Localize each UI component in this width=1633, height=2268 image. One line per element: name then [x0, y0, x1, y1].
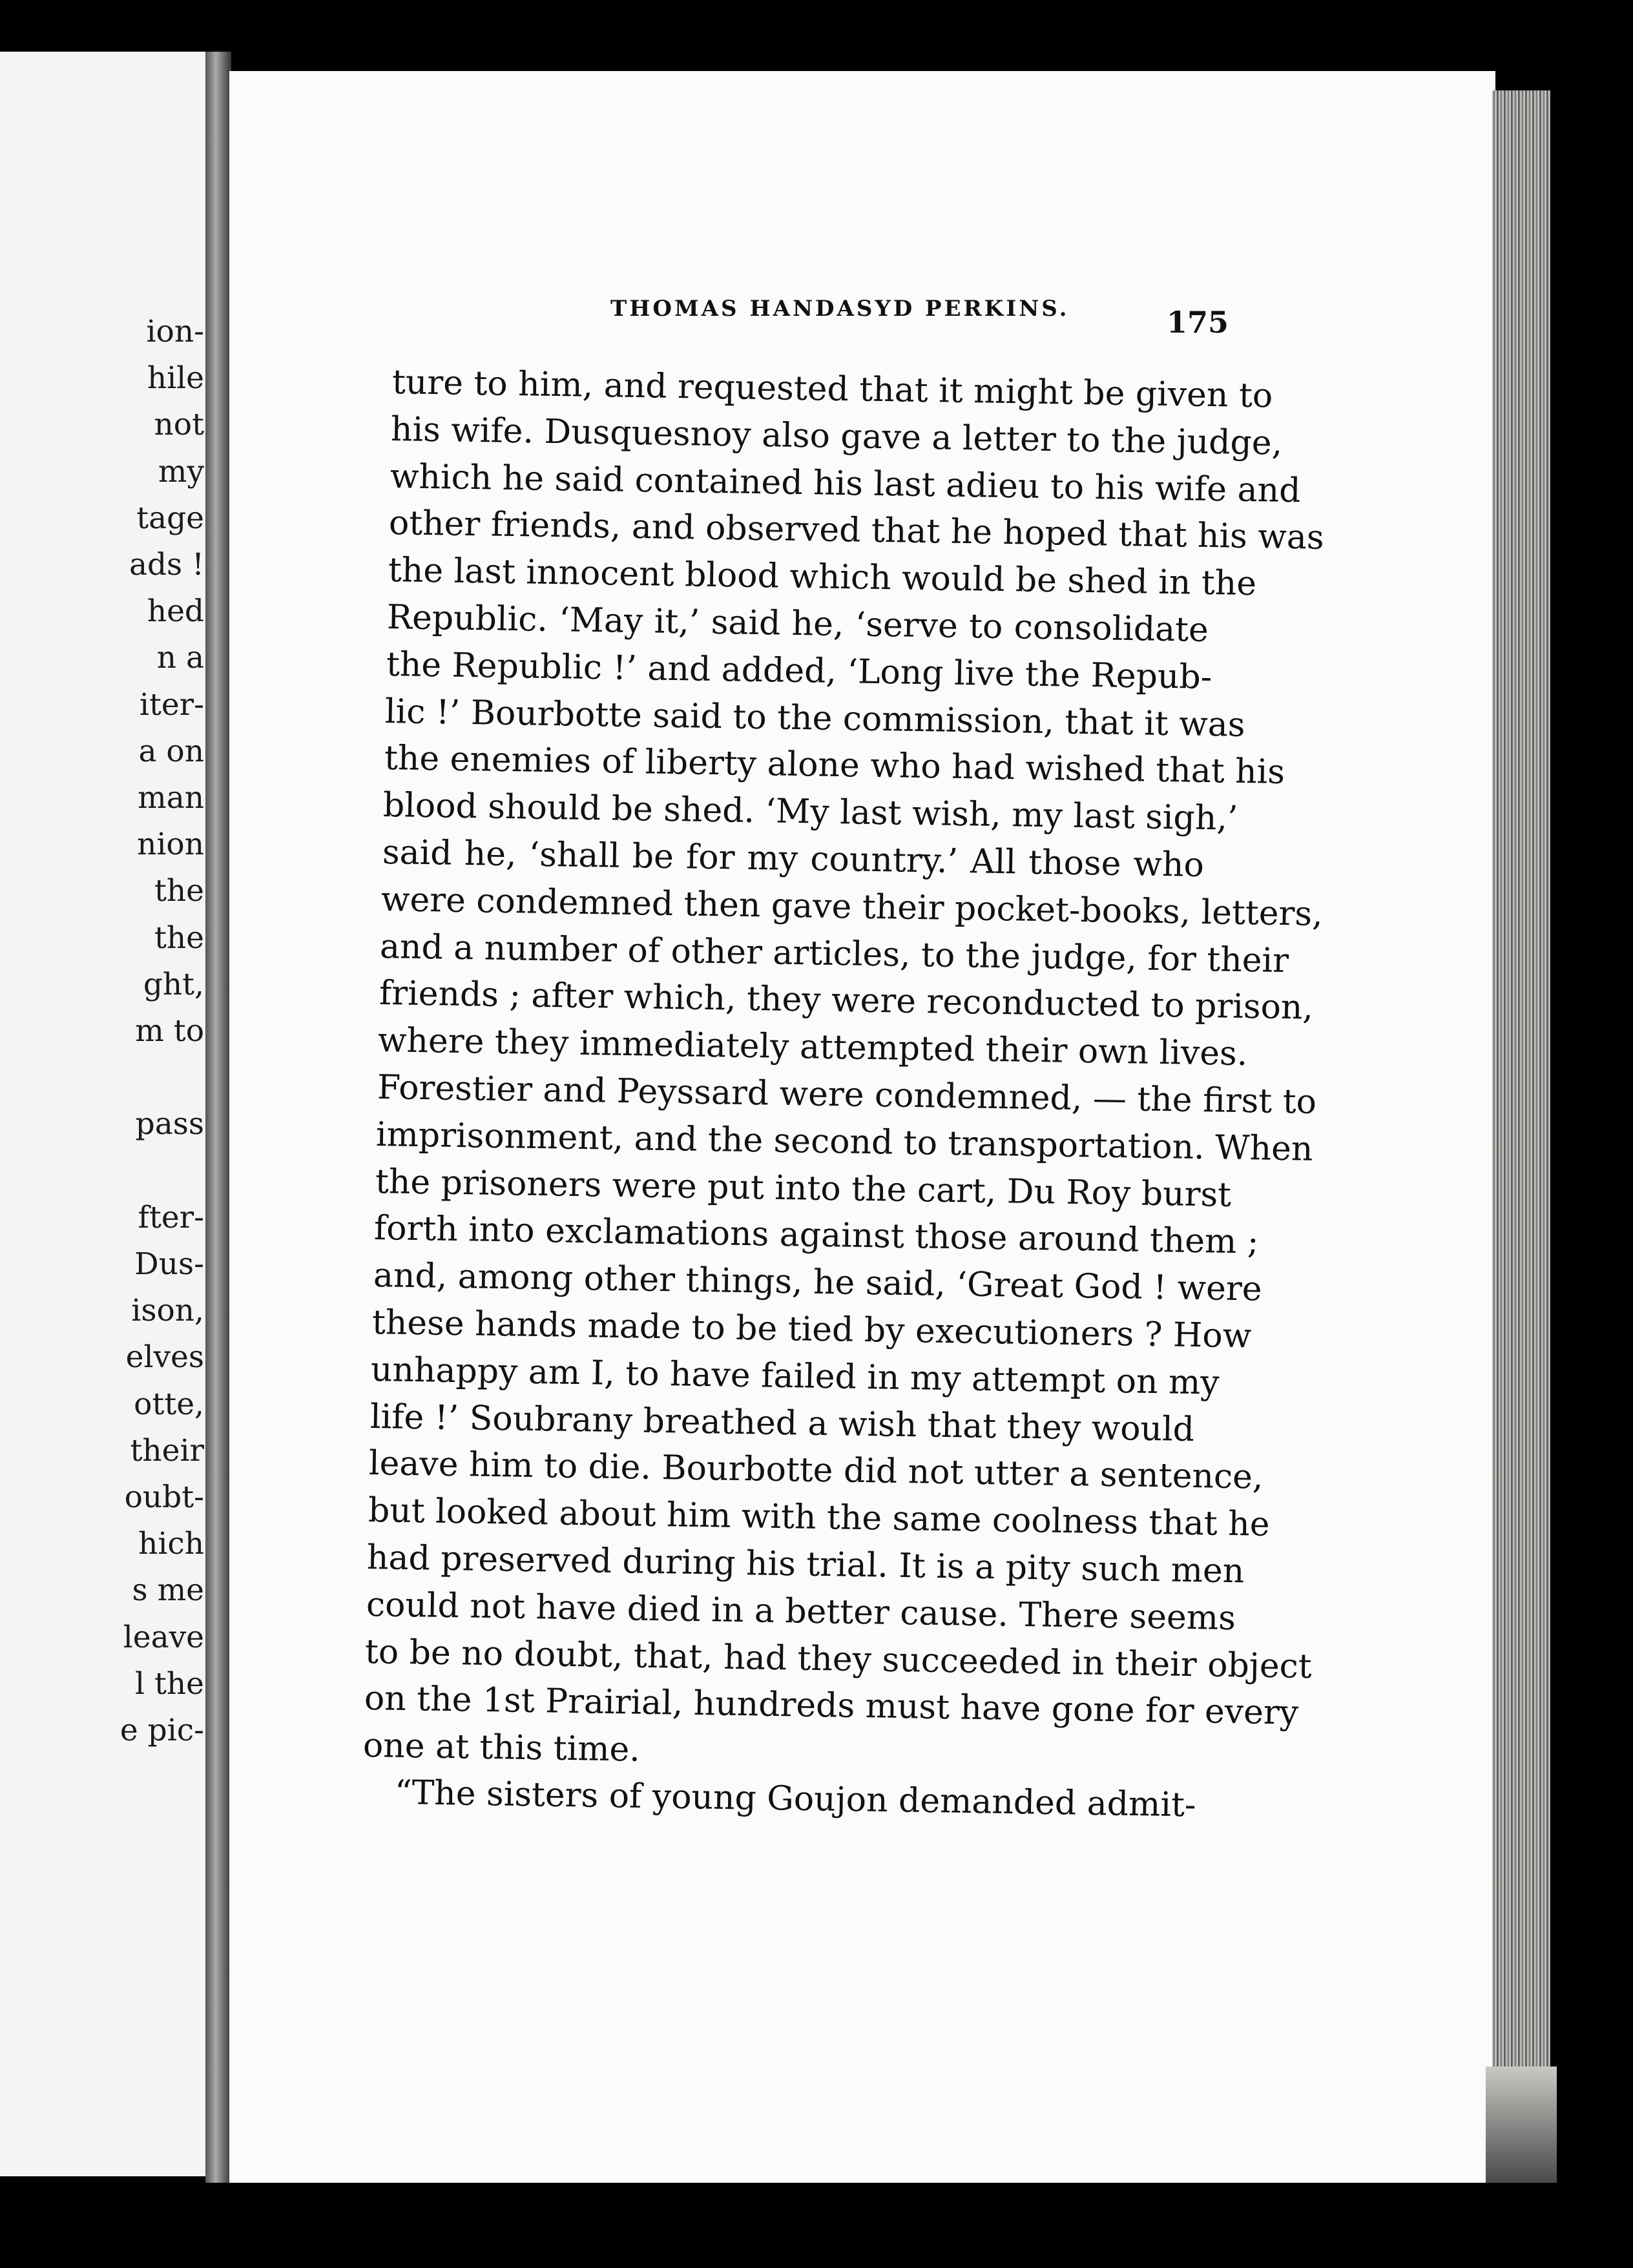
left-page-line-fragment: n a — [156, 640, 204, 676]
left-page-line-fragment: oubt- — [124, 1479, 204, 1515]
text-line: leave him to die. Bourbotte did not utter a sentence, — [368, 1444, 1264, 1498]
left-page-line-fragment: s me — [132, 1572, 204, 1609]
text-line: the enemies of liberty alone who had wished that his — [384, 739, 1285, 792]
text-line: imprisonment, and the second to transportation. When — [375, 1115, 1313, 1169]
text-line: these hands made to be tied by executioners ? How — [371, 1303, 1252, 1356]
text-line: one at this time. — [362, 1726, 641, 1769]
text-line: and, among other things, he said, ‘Great God ! were — [373, 1256, 1262, 1309]
left-page-line-fragment: ght, — [143, 966, 204, 1002]
left-page-line-fragment: not — [154, 407, 204, 443]
text-line: could not have died in a better cause. There seems — [366, 1585, 1236, 1638]
text-line: where they immediately attempted their own lives. — [377, 1021, 1249, 1074]
left-page-line-fragment: e pic- — [120, 1713, 204, 1748]
left-page-line-fragment: a on — [138, 733, 204, 769]
text-line: ture to him, and requested that it might be given to — [391, 363, 1273, 416]
left-page-line-fragment: otte, — [134, 1386, 204, 1422]
left-page-line-fragment: hile — [147, 360, 204, 397]
text-line: the last innocent blood which would be shed in the — [388, 551, 1257, 604]
text-line: blood should be shed. ‘My last wish, my last sigh,’ — [382, 786, 1238, 838]
page-edges-bottom — [1486, 2067, 1557, 2183]
left-page-line-fragment: the — [154, 873, 204, 909]
left-page-line-fragment: the — [154, 920, 204, 956]
left-page-line-fragment: ison, — [131, 1293, 204, 1329]
text-line: to be no doubt, that, had they succeeded in their object — [364, 1632, 1313, 1686]
text-line: “The sisters of young Goujon demanded admit- — [394, 1773, 1196, 1825]
left-page-line-fragment: ion- — [146, 314, 204, 349]
left-page-line-fragment: elves — [125, 1339, 204, 1376]
left-page-line-fragment: man — [138, 780, 204, 816]
running-head: THOMAS HANDASYD PERKINS. — [610, 296, 1070, 322]
left-page-line-fragment: hich — [138, 1526, 204, 1562]
text-line: said he, ‘shall be for my country.’ All those who — [382, 833, 1204, 885]
text-line: the Republic !’ and added, ‘Long live the Repub- — [386, 644, 1212, 697]
text-line: the prisoners were put into the cart, Du Roy burst — [375, 1162, 1232, 1215]
left-page-line-fragment: m to — [135, 1013, 204, 1049]
left-page-line-fragment: pass — [135, 1106, 204, 1142]
left-page-line-fragment: ads ! — [129, 547, 204, 582]
page-number: 175 — [1167, 305, 1229, 340]
text-line: Forestier and Peyssard were condemned, — the first to — [377, 1068, 1317, 1122]
left-facing-page — [0, 52, 220, 2176]
text-line: forth into exclamations against those around them ; — [373, 1209, 1259, 1262]
left-page-line-fragment: l the — [135, 1665, 204, 1702]
left-page-line-fragment: my — [158, 453, 204, 490]
left-page-line-fragment: tage — [136, 500, 204, 536]
left-page-line-fragment: their — [130, 1432, 204, 1469]
text-line: his wife. Dusquesnoy also gave a letter to the judge, — [390, 409, 1284, 463]
text-line: on the 1st Prairial, hundreds must have gone for every — [364, 1679, 1299, 1733]
text-line: friends ; after which, they were reconducted to prison, — [379, 974, 1314, 1028]
left-page-line-fragment: Dus- — [134, 1246, 204, 1282]
left-page-line-fragment: iter- — [139, 686, 204, 723]
page-edges — [1492, 90, 1550, 2176]
book-gutter — [205, 52, 231, 2183]
text-line: other friends, and observed that he hoped that his was — [388, 504, 1325, 558]
left-page-line-fragment: fter- — [138, 1199, 204, 1235]
text-line: but looked about him with the same coolness that he — [368, 1491, 1270, 1545]
text-line: had preserved during his trial. It is a pity such men — [366, 1538, 1245, 1591]
text-line: life !’ Soubrany breathed a wish that they would — [369, 1397, 1195, 1449]
text-line: were condemned then gave their pocket-books, letters, — [380, 880, 1324, 934]
left-page-line-fragment: leave — [123, 1619, 204, 1655]
text-line: lic !’ Bourbotte said to the commission, that it was — [384, 692, 1246, 745]
text-line: which he said contained his last adieu to his wife and — [390, 457, 1301, 510]
text-line: Republic. ‘May it,’ said he, ‘serve to consolidate — [386, 598, 1209, 650]
text-line: and a number of other articles, to the judge, for their — [379, 927, 1289, 980]
left-page-line-fragment: hed — [147, 593, 204, 630]
text-line: unhappy am I, to have failed in my attempt on my — [370, 1350, 1220, 1403]
left-page-line-fragment: nion — [137, 827, 204, 863]
